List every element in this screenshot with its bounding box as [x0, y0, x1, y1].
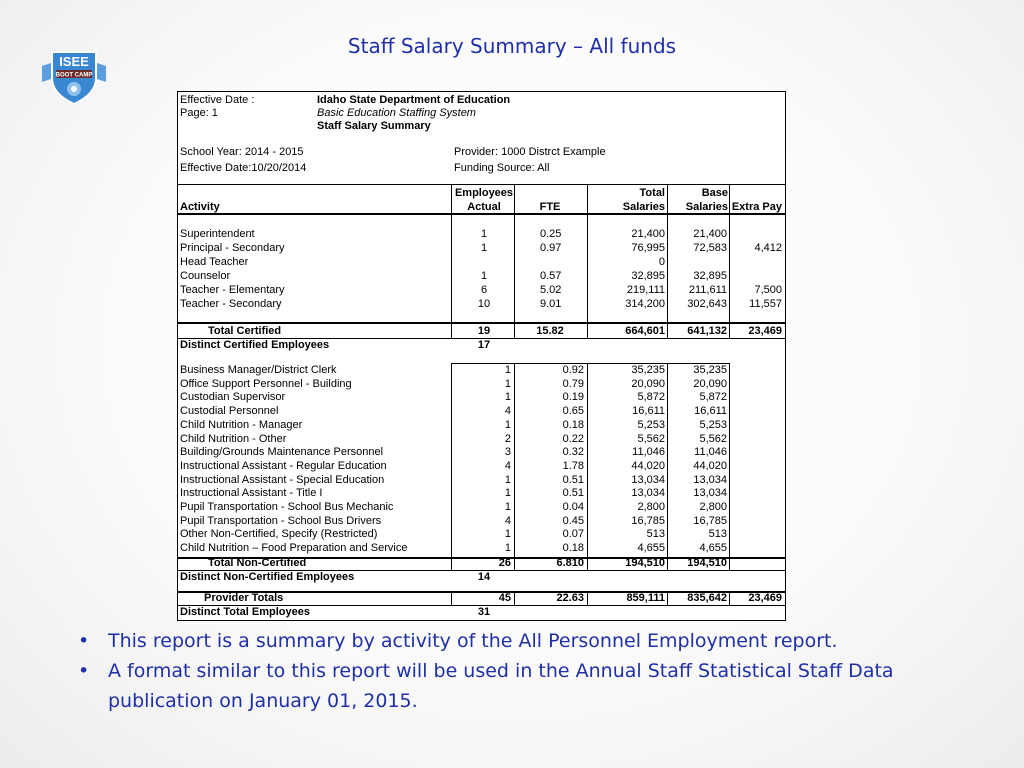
noncertified-total-salaries: 5,872 — [637, 391, 665, 404]
col-base-salaries: Salaries — [685, 201, 728, 213]
certified-base-salaries: 32,895 — [693, 270, 727, 282]
total-noncertified-emp: 26 — [498, 557, 511, 569]
certified-total-salaries: 0 — [658, 256, 665, 268]
noncertified-employees: 1 — [504, 391, 511, 404]
effective-date: Effective Date:10/20/2014 — [180, 162, 307, 174]
certified-total-salaries: 32,895 — [631, 270, 665, 282]
isee-boot-camp-logo — [38, 44, 110, 108]
certified-employees: 1 — [480, 270, 488, 282]
certified-extra-pay — [726, 256, 782, 269]
noncertified-total-salaries: 13,034 — [631, 487, 665, 500]
distinct-certified-label: Distinct Certified Employees — [180, 339, 330, 351]
distinct-certified-emp: 17 — [477, 339, 491, 351]
noncertified-total-salaries: 4,655 — [637, 542, 665, 555]
noncertified-total-salaries: 35,235 — [631, 364, 665, 376]
noncertified-employees: 4 — [504, 405, 511, 418]
bullet-list — [78, 626, 988, 716]
system-name: Basic Education Staffing System — [317, 107, 476, 119]
provider-totals-emp: 45 — [498, 592, 511, 604]
noncertified-activity: Custodian Supervisor — [180, 391, 286, 404]
noncertified-activity: Building/Grounds Maintenance Personnel — [180, 446, 384, 459]
certified-extra-pay — [726, 270, 782, 283]
noncertified-fte: 0.18 — [562, 542, 584, 555]
total-certified-extra: 23,469 — [748, 325, 782, 337]
noncertified-fte: 0.18 — [562, 418, 584, 431]
noncertified-fte: 0.22 — [562, 432, 584, 445]
noncertified-base-salaries: 16,785 — [693, 514, 727, 527]
noncertified-employees: 1 — [504, 542, 511, 555]
noncertified-activity: Business Manager/District Clerk — [180, 364, 337, 376]
noncertified-base-salaries: 44,020 — [693, 459, 727, 472]
noncertified-activity: Pupil Transportation - School Bus Drivers — [180, 514, 382, 527]
noncertified-fte: 0.45 — [562, 514, 584, 527]
total-noncertified-label: Total Non-Certified — [208, 557, 307, 569]
provider-totals-total: 859,111 — [626, 592, 665, 604]
noncertified-base-salaries: 513 — [708, 528, 727, 541]
org-name: Idaho State Department of Education — [317, 94, 511, 106]
noncertified-fte: 0.79 — [562, 377, 584, 390]
page-label: Page: 1 — [180, 107, 218, 119]
noncertified-activity: Other Non-Certified, Specify (Restricted) — [180, 528, 378, 541]
logo-text-line2: BOOT CAMP — [55, 72, 93, 79]
column-header-divider — [178, 213, 785, 215]
col-base: Base — [701, 187, 728, 199]
certified-employees — [448, 256, 520, 269]
col-fte: FTE — [539, 201, 561, 213]
certified-base-salaries: 302,643 — [687, 298, 727, 310]
noncertified-activity: Instructional Assistant - Title I — [180, 487, 323, 500]
noncertified-activity: Instructional Assistant - Regular Education — [180, 459, 387, 472]
certified-extra-pay: 7,500 — [754, 284, 782, 296]
header-divider — [178, 184, 785, 185]
certified-fte: 9.01 — [540, 298, 562, 310]
total-noncertified-base: 194,510 — [687, 557, 727, 569]
distinct-total-label: Distinct Total Employees — [180, 606, 310, 618]
noncertified-base-salaries: 11,046 — [694, 446, 727, 459]
col-employees-actual: Actual — [467, 201, 501, 213]
total-certified-base: 641,132 — [687, 325, 727, 337]
school-year: School Year: 2014 - 2015 — [180, 146, 304, 158]
distinct-noncertified-label: Distinct Non-Certified Employees — [180, 571, 355, 583]
noncertified-base-salaries: 2,800 — [699, 501, 727, 513]
noncertified-total-salaries: 44,020 — [631, 459, 665, 472]
noncertified-fte: 0.51 — [562, 473, 584, 486]
staff-salary-report — [177, 91, 786, 621]
noncertified-employees: 1 — [504, 473, 511, 486]
noncertified-activity: Custodial Personnel — [180, 405, 279, 418]
noncertified-fte: 0.07 — [562, 528, 584, 541]
certified-employees: 10 — [477, 298, 491, 310]
certified-total-salaries: 76,995 — [631, 242, 665, 254]
noncertified-employees: 3 — [504, 446, 511, 459]
certified-activity: Teacher - Secondary — [180, 298, 282, 310]
total-certified-label: Total Certified — [208, 325, 282, 337]
noncertified-base-salaries: 13,034 — [693, 473, 727, 486]
noncertified-total-salaries: 5,253 — [637, 418, 665, 431]
logo-text-line1: ISEE — [59, 54, 89, 69]
noncertified-employees: 1 — [504, 377, 511, 390]
certified-base-salaries: 72,583 — [693, 242, 727, 254]
noncertified-base-salaries: 5,562 — [699, 432, 727, 445]
noncertified-fte: 0.51 — [562, 487, 584, 500]
provider-totals-fte: 22.63 — [556, 592, 584, 604]
noncertified-total-salaries: 16,611 — [632, 405, 665, 418]
noncertified-activity: Child Nutrition – Food Preparation and Service — [180, 542, 408, 555]
certified-total-salaries: 21,400 — [631, 228, 665, 240]
noncertified-employees: 2 — [504, 432, 511, 445]
certified-fte: 0.57 — [540, 270, 562, 282]
noncertified-total-salaries: 513 — [646, 528, 665, 541]
certified-base-salaries — [667, 256, 727, 269]
certified-activity: Teacher - Elementary — [180, 284, 285, 296]
noncertified-activity: Instructional Assistant - Special Education — [180, 473, 385, 486]
noncertified-activity: Office Support Personnel - Building — [180, 377, 352, 390]
noncertified-employees: 1 — [504, 501, 511, 513]
bullet-item: • This report is a summary by activity of the All Personnel Employment report. — [78, 630, 838, 652]
noncertified-employees: 1 — [504, 528, 511, 541]
noncertified-activity: Pupil Transportation - School Bus Mechanic — [180, 501, 394, 513]
certified-employees: 1 — [480, 242, 488, 254]
noncertified-employees: 1 — [504, 364, 511, 376]
certified-extra-pay: 4,412 — [754, 242, 782, 254]
certified-base-salaries: 211,611 — [688, 284, 727, 296]
bullet-text: This report is a summary by activity of the All Personnel Employment report. — [108, 630, 838, 652]
slide-title: Staff Salary Summary – All funds — [347, 34, 677, 58]
certified-activity: Head Teacher — [180, 256, 249, 268]
noncertified-employees: 4 — [504, 514, 511, 527]
noncertified-fte: 0.65 — [562, 405, 584, 418]
provider-totals-extra: 23,469 — [748, 592, 782, 604]
effective-date-label: Effective Date : — [180, 94, 255, 106]
noncertified-activity: Child Nutrition - Other — [180, 432, 287, 445]
certified-fte: 0.25 — [540, 228, 562, 240]
noncertified-fte: 0.19 — [562, 391, 584, 404]
certified-activity: Principal - Secondary — [180, 242, 285, 254]
bullet-item: • A format similar to this report will be used in the Annual Staff Statistical Staff Data publication on January 01, 2015. — [78, 660, 894, 712]
noncertified-fte: 0.32 — [562, 446, 584, 459]
noncertified-base-salaries: 16,611 — [694, 405, 727, 418]
provider-totals-base: 835,642 — [687, 592, 727, 604]
col-extra-pay: Extra Pay — [731, 201, 782, 213]
noncertified-fte: 1.78 — [562, 459, 584, 472]
noncertified-employees: 1 — [504, 418, 511, 431]
total-certified-total: 664,601 — [625, 325, 665, 337]
provider: Provider: 1000 Distrct Example — [454, 146, 606, 158]
total-noncertified-fte: 6.810 — [556, 557, 584, 569]
noncertified-activity: Child Nutrition - Manager — [180, 418, 303, 431]
bullet-text: A format similar to this report will be used in the Annual Staff Statistical Staff Data publication on January 01, 2015. — [108, 660, 894, 712]
noncertified-base-salaries: 13,034 — [693, 487, 727, 500]
certified-employees: 6 — [480, 284, 488, 296]
distinct-noncertified-emp: 14 — [477, 571, 491, 583]
col-total-salaries: Salaries — [622, 201, 665, 213]
noncertified-fte: 0.92 — [562, 364, 584, 376]
certified-fte: 0.97 — [540, 242, 562, 254]
noncertified-base-salaries: 5,253 — [699, 418, 727, 431]
certified-fte: 5.02 — [540, 284, 562, 296]
certified-extra-pay — [726, 228, 782, 241]
noncertified-fte: 0.04 — [562, 501, 584, 513]
noncertified-total-salaries: 5,562 — [637, 432, 665, 445]
total-certified-fte: 15.82 — [536, 325, 564, 337]
noncertified-employees: 1 — [504, 487, 511, 500]
distinct-total-emp: 31 — [477, 606, 491, 618]
noncertified-total-salaries: 2,800 — [637, 501, 665, 513]
col-total: Total — [639, 187, 665, 199]
noncertified-base-salaries: 35,235 — [693, 364, 727, 376]
funding-source: Funding Source: All — [454, 162, 550, 174]
noncertified-total-salaries: 11,046 — [632, 446, 665, 459]
certified-base-salaries: 21,400 — [693, 228, 727, 240]
col-employees: Employees — [454, 187, 514, 199]
certified-employees: 1 — [480, 228, 488, 240]
certified-activity: Superintendent — [180, 228, 255, 240]
certified-activity: Counselor — [180, 270, 231, 282]
certified-total-salaries: 314,200 — [625, 298, 665, 310]
provider-totals-label: Provider Totals — [204, 592, 284, 604]
noncertified-total-salaries: 13,034 — [631, 473, 665, 486]
noncertified-base-salaries: 20,090 — [693, 377, 727, 390]
noncertified-base-salaries: 5,872 — [699, 391, 727, 404]
total-noncertified-total: 194,510 — [625, 557, 665, 569]
noncertified-total-salaries: 20,090 — [631, 377, 665, 390]
certified-total-salaries: 219,111 — [626, 284, 665, 296]
noncertified-employees: 4 — [504, 459, 511, 472]
noncertified-base-salaries: 4,655 — [699, 542, 727, 555]
certified-extra-pay: 11,557 — [749, 298, 782, 310]
noncertified-total-salaries: 16,785 — [631, 514, 665, 527]
report-name: Staff Salary Summary — [317, 120, 431, 132]
total-certified-emp: 19 — [477, 325, 491, 337]
col-activity: Activity — [180, 201, 220, 213]
